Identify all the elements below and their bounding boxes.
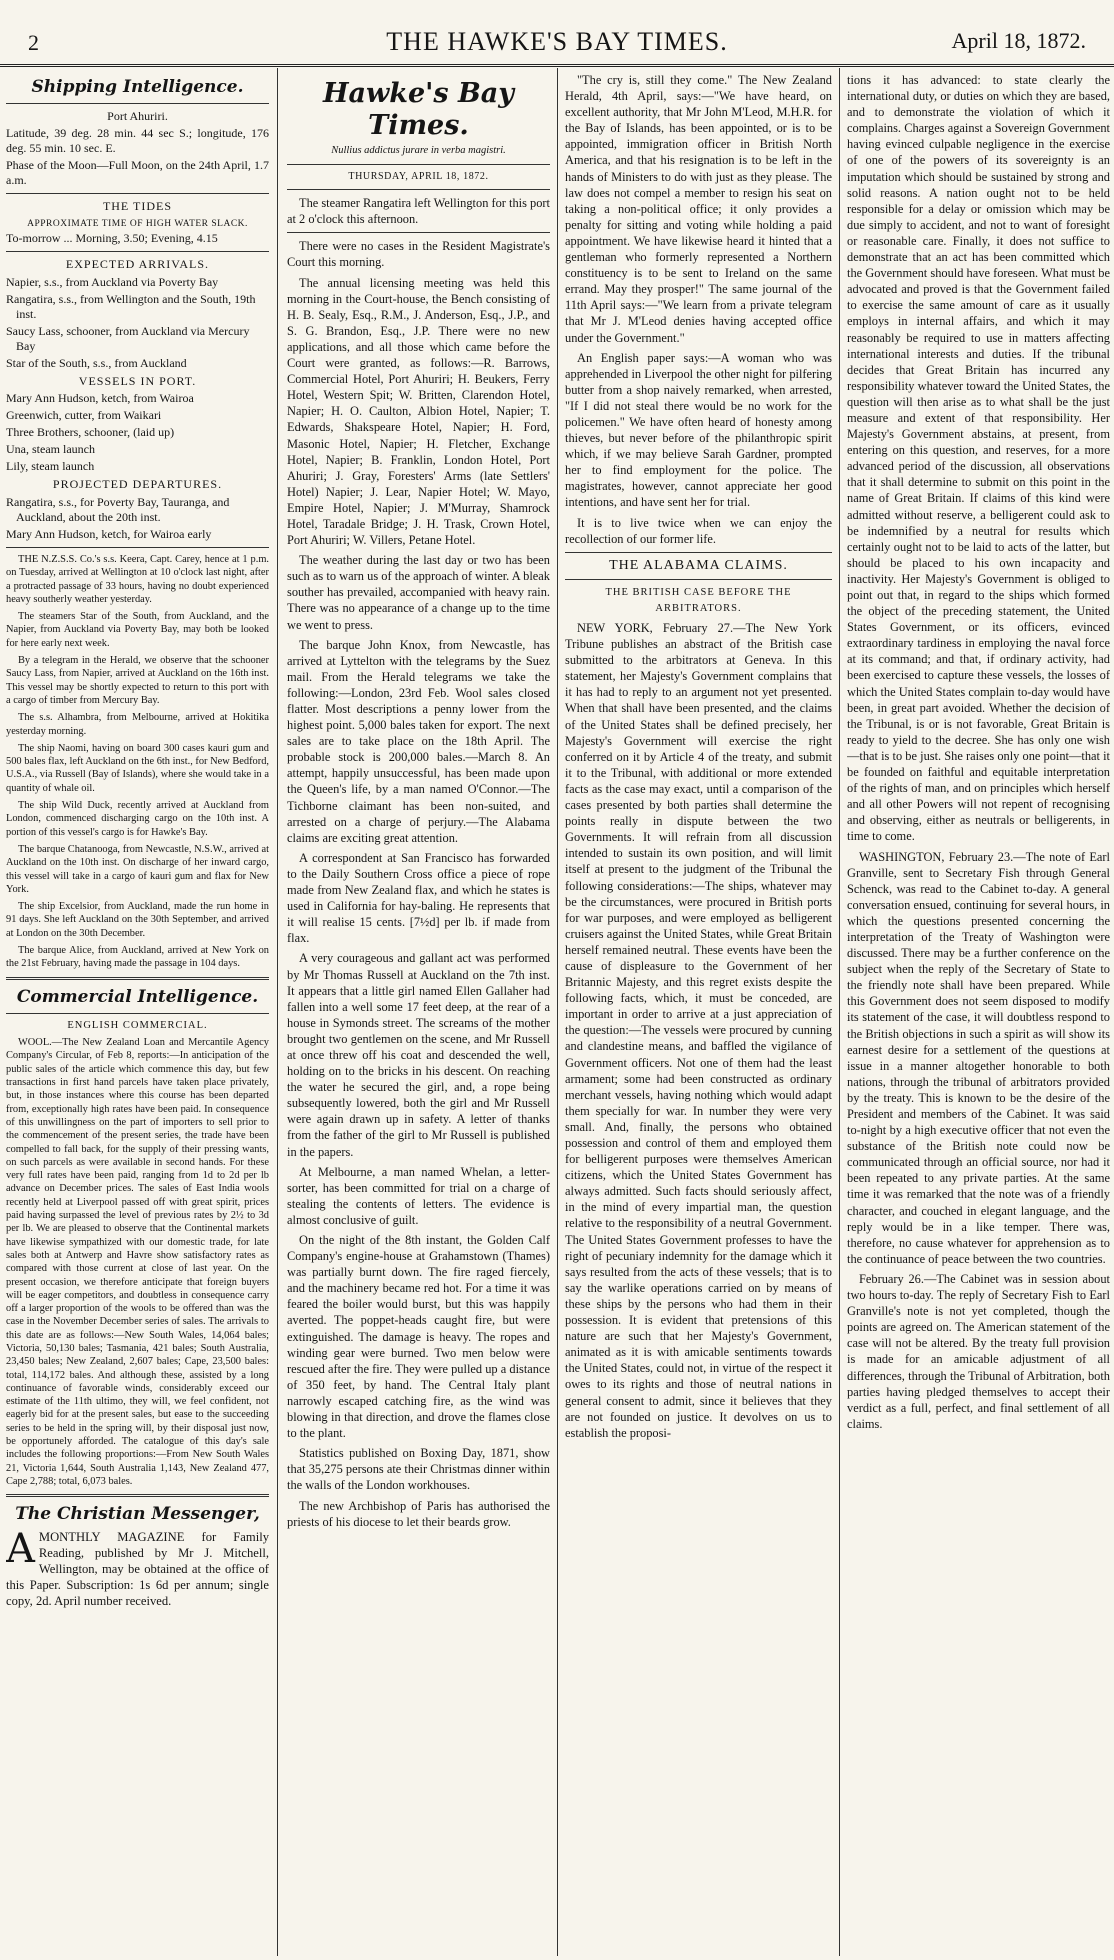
news-paragraph: The ship Wild Duck, recently arrived at Auckland from London, commenced discharging cargo on the 10th inst. A portion of this vessel's cargo is for Hawke's Bay.: [6, 800, 269, 838]
divider: [6, 1494, 269, 1497]
list-item: Una, steam launch: [6, 442, 95, 457]
list-item: Rangatira, s.s., for Poverty Bay, Tauranga, and Auckland, about the 20th inst.: [6, 494, 230, 524]
divider: [6, 547, 269, 548]
news-paragraph: The steamers Star of the South, from Auckland, and the Napier, from Auckland via Poverty Bay, may both be looked for here early next week.: [6, 611, 269, 649]
divider: [287, 164, 550, 165]
editorial-paragraph: A very courageous and gallant act was performed by Mr Thomas Russell at Auckland on the 7th inst. It appears that a little girl named Ellen Gallaher had fallen into a well some 17 feet deep, at the rear of a house in Symonds street. The screams of the mother brought two gentlemen on the scene, and Mr Russell at once threw off his coat and descended the well, holding on to the bricks in his descent. On reaching the water he secured the girl, and, a rope being subsequently lowered, both the girl and Mr Russell were again drawn up in safety. A letter of thanks from the father of the girl to Mr Russell is published in the papers.: [287, 951, 550, 1159]
list-item: Rangatira, s.s., from Wellington and the South, 19th inst.: [6, 291, 256, 321]
editorial-body: [287, 195, 550, 1530]
alabama-heading: THE ALABAMA CLAIMS.: [609, 557, 788, 573]
news-paragraph: By a telegram in the Herald, we observe that the schooner Saucy Lass, from Napier, arrived at Auckland on the 16th inst. This vessel may be shortly expected to return to this port with a cargo of timber from Mercury Bay.: [6, 655, 269, 706]
messenger-body: MONTHLY MAGAZINE for Family Reading, published by Mr J. Mitchell, Wellington, may be obtained at the office of this Paper. Subscription: 1s 6d per annum; single copy, 2d. April number received.: [6, 1530, 269, 1609]
news-paragraph: The ship Naomi, having on board 300 cases kauri gum and 500 bales flax, left Auckland on the 6th inst., for New Bedford, U.S.A., via Russell (Bay of Islands), where she would take in a quantity of whale oil.: [6, 742, 269, 794]
news-paragraph: THE N.Z.S.S. Co.'s s.s. Keera, Capt. Carey, hence at 1 p.m. on Tuesday, arrived at Wellington at 10 o'clock last night, after a protracted passage of 33 hours, having no doubt experienced heavy southerly weather yesterday.: [6, 553, 269, 605]
tides-times: To-morrow ... Morning, 3.50; Evening, 4.15: [6, 231, 218, 246]
alabama-body: NEW YORK, February 27.—The New York Tribune publishes an abstract of the British case submitted to the arbitrators at Geneva. In this statement, her Majesty's Government complains that it has had to reply to an argument not yet presented. When that shall have been presented, and the claims of the United States shall be defined precisely, her Majesty's Government will exercise the right conferred on it by Article 4 of the treaty, and submit it to the Tribunal, with additional or more extended facts as the case may exact, until a comparison of the cases presented by both parties shall determine the points really in dispute between the two Governments. It will refrain from all discussion intended to sustain its own position, and will limit itself at present to the judgment of the Tribunal the following considerations:—The ships, whatever may be the circumstances, were procured in British ports for war purposes, and were employed as belligerent cruisers against the United States, while Great Britain herself remained neutral. These events have been the cause of displeasure to the Government of her Britannic Majesty, and this regret exists despite the following facts, which, it must be conceded, are important in order to arrive at a just appreciation of the question:—The vessels were procured by cunning and clandestine means, and baffled the vigilance of Government officers. Not one of them had the least armament; some had been constructed as ordinary merchant vessels, having nothing which would adapt them specially for war. In number they were very small. And, finally, the persons who obtained possession and control of them and employed them for belligerent purposes were themselves American citizens, which the United States Government has always admitted. Such facts should seriously affect, in the mind of every impartial man, the question relative to the responsibility of a neutral Government. The United States Government professes to have the right of pecuniary indemnity for the damage which it says resulted from the acts of these vessels; that is to say the warlike operations carried on by means of these ships by the persons who had them in their possession. It is evident that pretensions of this nature are such that her Majesty's Government, animated as it is with amicable sentiments towards the United States, could not, in virtue of the respect it owes to its rights and those of neutral nations in general consent to admit, since it believes that they are not founded on justice. It devolves on us to establish the proposi-: [565, 621, 832, 1440]
editorial-paragraph: On the night of the 8th instant, the Golden Calf Company's engine-house at Grahamstown (Thames) was partially burnt down. The fire raged fiercely, and the machinery became red hot. For a time it was feared the boiler would burst, but this was happily averted. The poppet-heads caught fire, but were extinguished. The damage is heavy. The ropes and winding gear were burned. Two men below were rescued after the fire. They were pulled up a distance of 350 feet, by hand. The Central Italy plant narrowly escaped catching fire, as the wind was blowing in that direction, and drove the flames close to the plant.: [287, 1233, 550, 1441]
news-paragraph: An English paper says:—A woman who was apprehended in Liverpool the other night for pilfering butter from a shop naively remarked, when arrested, "If I did not steal there would be no work for the policemen." We have often heard of honesty among thieves, but never before of the philanthropic spirit which, if we may believe Sarah Gardner, prompted her to find employment for the police. The magistrates, however, cannot appreciate her good intentions, and have sent her for trial.: [565, 350, 832, 510]
shipping-news: [6, 553, 269, 971]
latitude-line: Latitude, 39 deg. 28 min. 44 sec S.; longitude, 176 deg. 55 min. 10 sec. E.: [6, 126, 269, 155]
divider: [565, 579, 832, 580]
divider: [6, 193, 269, 194]
list-item: Mary Ann Hudson, ketch, from Wairoa: [6, 391, 194, 406]
editorial-paragraph: At Melbourne, a man named Whelan, a letter-sorter, has been committed for trial on a charge of stealing the contents of letters. The evidence is almost conclusive of guilt.: [287, 1164, 550, 1227]
alabama-subheading: THE BRITISH CASE BEFORE THE ARBITRATORS.: [605, 586, 792, 614]
column-divider: [839, 68, 840, 1956]
editorial-title: Hawke's Bay Times.: [322, 78, 514, 141]
editorial-paragraph: The steamer Rangatira left Wellington for this port at 2 o'clock this afternoon.: [287, 196, 550, 227]
drop-cap: A: [6, 1526, 35, 1573]
news-paragraph: WASHINGTON, February 23.—The note of Earl Granville, sent to Secretary Fish through General Schenck, was read to the Cabinet to-day. A general conversation ensued, continuing for several hours, in which the questions presented concerning the interpretation of the Treaty of Washington were discussed. There may be a further conference on the subject when the reply of the Secretary of State to the friendly note shall have been prepared. While this Government does not seem disposed to modify its statement of the case, it will doubtless respond to the British objections in such a spirit as will show its earnest desire for a settlement of the questions at issue in a manner altogether honorable to both nations, through the tribunal of arbitrators provided by the treaty. This is known to be the desire of the President and members of the Cabinet. It was said to-night by a high executive officer that not even the substance of the British note could now be communicated through an official source, nor had it been repeated to any private parties. At the same time it was remarked that the note was of a friendly character, and couched in elegant language, and the reply would be in a like temper. There was, therefore, no cause whatever for apprehension as to the continuance of peace between the two countries.: [847, 849, 1110, 1266]
vessels-list: [6, 391, 269, 474]
divider: [565, 552, 832, 553]
divider: [6, 103, 269, 104]
port-info: [6, 109, 269, 188]
news-paragraph: The barque Alice, from Auckland, arrived at New York on the 21st February, having made the passage in 104 days.: [6, 944, 269, 970]
column-4-body: [847, 72, 1110, 1432]
commercial-subheading: ENGLISH COMMERCIAL.: [67, 1019, 208, 1031]
commercial-heading: Commercial Intelligence.: [16, 986, 259, 1007]
editorial-paragraph: The barque John Knox, from Newcastle, has arrived at Lyttelton with the telegrams by the Suez mail. From the Herald telegrams we take the following:—London, 23rd Feb. Wool sales closed flatter. Most descriptions a penny lower from the highest point. 5,000 bales taken for export. The next sales are to take place on the 18th April. The probable stock is 200,000 bales.—March 8. An attempt, happily unsuccessful, has been made upon the Queen's life, by a man named O'Connor.—The Tichborne claimant has been non-suited, and arrested on a charge of perjury.—The Alabama claims are exciting great attention.: [287, 637, 550, 845]
news-paragraph: The ship Excelsior, from Auckland, made the run home in 91 days. She left Auckland on the 30th September, and arrived at London on the 30th December.: [6, 901, 269, 939]
list-item: Napier, s.s., from Auckland via Poverty Bay: [6, 274, 219, 289]
column-1: [6, 72, 269, 1957]
editorial-paragraph: A correspondent at San Francisco has forwarded to the Daily Southern Cross office a piece of rope made from New Zealand flax, and which he states is used in California for hay-baling. He represents that it will realise 15 cents. [7½d] per lb. if made from flax.: [287, 850, 550, 946]
commercial-body: WOOL.—The New Zealand Loan and Mercantile Agency Company's Circular, of Feb 8, reports:—In anticipation of the public sales of the article which commence this day, but few transactions in first hand parcels have taken place privately, but, in those instances where this course has been departed from, exceptionally high rates have been paid. In consequence of this unwillingness on the part of importers to sell prior to the commencement of the present series, the trade have been compelled to fall back, for the supply of their pressing wants, on such parcels as were available in second hands. For these very full rates have been paid, ranging from 1d to 2d per lb advance on December prices. The sales of East India wools recently held at Liverpool passed off with great spirit, prices paid having surpassed the level of previous rates by 2½ to 3d per lb. We are pleased to observe that the Continental markets have likewise sympathized with our domestic trade, for late sales both at Antwerp and Havre show satisfactory rates as compared with those current at close of last year. On the present occasion, we therefore anticipate that foreign buyers will be eager competitors, and doubtless in consequence carry off a larger proportion of the wools to be offered than was the case in the November December series of sales. The arrivals to this date are as follows:—New South Wales, 14,064 bales; Victoria, 50,130 bales; Tasmania, 421 bales; South Australia, 23,450 bales; New Zealand, 2,607 bales; Cape, 23,500 bales: total, 114,172 bales. And although these, assisted by a long continuance of favorable winds, considerably exceed our estimate of the 11th ultimo, they will, we feel confident, not eagerly bid for at the present sales, but ease to the succeeding series to be held in the spring will, by their disposal just now, be opportunely afforded. The catalogue of this day's sale includes the following proportions:—From New South Wales 21, Victoria 1,644, South Australia 1,143, New Zealand 477, Cape 2,788; total, 6,073 bales.: [6, 1037, 269, 1487]
list-item: Star of the South, s.s., from Auckland: [6, 355, 187, 370]
column-divider: [277, 68, 278, 1956]
list-item: Lily, steam launch: [6, 459, 95, 474]
editorial-paragraph: There were no cases in the Resident Magistrate's Court this morning.: [287, 239, 550, 270]
issue-date: April 18, 1872.: [951, 28, 1086, 53]
editorial-paragraph: The annual licensing meeting was held this morning in the Court-house, the Bench consisting of H. B. Sealy, Esq., R.M., J. Anderson, Esq., J.P., and S. G. Brandon, Esq., J.P. There were no new applications, and all those which came before the Court were granted, as follows:—R. Barrows, Commercial Hotel, Port Ahuriri; H. Beukers, Ferry Hotel, Western Spit; W. Britten, Clarendon Hotel, Napier; H. O. Caulton, Albion Hotel, Napier; T. Edwards, Shakspeare Hotel, Napier; H. Ford, Masonic Hotel, Napier; H. Fletcher, Exchange Hotel, Napier; B. Franklin, London Hotel, Port Ahuriri; J. Gray, Foresters' Arms (late Settlers' Hotel) Napier; J. Lear, Napier Hotel; W. Mayo, Empire Hotel, Napier; J. M'Murray, Shamrock Hotel, Taradale Bridge; J. H. Trask, Crown Hotel, Port Ahuriri; W. Villers, Petane Hotel.: [287, 275, 550, 548]
editorial-paragraph: The weather during the last day or two has been such as to warn us of the approach of winter. A bleak souther has prevailed, accompanied with heavy rain. There was no appearance of a change up to the time we went to press.: [287, 553, 550, 632]
divider: [6, 1013, 269, 1014]
list-item: Mary Ann Hudson, ketch, for Wairoa early: [6, 526, 212, 541]
expected-list: [6, 275, 269, 371]
editorial-paragraph: The new Archbishop of Paris has authorised the priests of his diocese to let their beards grow.: [287, 1498, 550, 1529]
expected-heading: EXPECTED ARRIVALS.: [65, 257, 210, 272]
divider: [6, 251, 269, 252]
list-item: Greenwich, cutter, from Waikari: [6, 408, 162, 423]
column-2: [287, 72, 550, 1957]
divider: [6, 977, 269, 980]
news-paragraph: The s.s. Alhambra, from Melbourne, arrived at Hokitika yesterday morning.: [6, 712, 269, 737]
divider: [287, 232, 550, 233]
list-item: Three Brothers, schooner, (laid up): [6, 425, 175, 440]
masthead: [0, 0, 1114, 60]
column-3: [565, 72, 832, 1957]
commercial-body-wrap: [6, 1036, 269, 1488]
news-paragraph: tions it has advanced: to state clearly the international duty, or duties on which they are based, and to demonstrate the violation of which it complains. Charges against a Sovereign Government having evinced culpable negligence in the exercise of one of the powers of its sovereignty is an imputation which should be sustained by strong and solid reasons. A nation ought not to be held responsible for a delay or omission which may be due simply to accident, and not to want of foresight or reasonable care. Finally, it does not suffice to demonstrate that an act has been committed which the Government should have foreseen. What must be advocated and proved is that the Government failed to exercise the same amount of care as it usually employs in internal affairs, and which it may reasonably be required to use in matters affecting international interests and duties. If the tribunal decides that Great Britain has incurred any responsibility whatever toward the United States, the question will then arise as to what shall be the just measure and extent of that responsibility. Her Majesty's Government abstains, at present, from entering on this question, and reserves, for a more advanced period of the discussion, all observations that it shall determine to submit on this point in the name of Great Britain. If claims of this kind were admitted without reserve, a belligerent could ask to be indemnified by a neutral for results which certainly ought not to be laid to acts of the latter, but should be placed to his own incapacity and inactivity. Her Majesty's Government is obliged to point out that, in regard to the ships which formed the object of the preceding statement, the United States Government, or its officers, evinced extraordinary tardiness in employing the naval force at its command; and that, if ordinary activity, had been exercised to capture these vessels, the losses of which the United States complain to-day would have been, in great part avoided. Whether the decision of the Tribunal, is or is not favorable, Great Britain is ready to yield to the decree. She has only one wish—that is to be just. She raises only one point—that it be founded on faithful and equitable interpretation of the rights of man, and on principles which herself and all other Powers will not repent of recognising and observing, either as neutrals or belligerents, in time to come.: [847, 73, 1110, 844]
masthead-rule: [0, 64, 1114, 67]
vessels-heading: VESSELS IN PORT.: [78, 373, 197, 388]
tides-heading: THE TIDES: [102, 199, 173, 213]
divider: [287, 189, 550, 190]
messenger-heading: The Christian Messenger,: [15, 1504, 260, 1525]
motto: Nullius addictus jurare in verba magistri.: [331, 145, 506, 156]
departures-heading: PROJECTED DEPARTURES.: [52, 477, 223, 492]
news-paragraph: "The cry is, still they come." The New Zealand Herald, 4th April, says:—"We have heard, on excellent authority, that Mr John M'Leod, M.H.R. for the Bay of Islands, has been appointed, or is to be appointed, immigration officer in British North America, and that his resignation is to be left in the hands of Ministers to do with just as they please. The law does not compel a member to resign his seat on taking a non-political office; it only provides a penalty for sitting and voting while holding a paid appointment. We have likewise heard it hinted that a gentleman who formerly represented a Northern constituency is to be sent to Ireland on the same errand. May they prosper!" The same journal of the 11th April says:—"We learn from a private telegram that Mr J. M'Leod denies having accepted office under the Government.": [565, 73, 832, 345]
tides-subheading: APPROXIMATE TIME OF HIGH WATER SLACK.: [27, 218, 248, 229]
page-number: 2: [28, 30, 39, 55]
news-paragraph: It is to live twice when we can enjoy the recollection of our former life.: [565, 515, 832, 546]
messenger-ad: [6, 1526, 269, 1609]
column-divider: [557, 68, 558, 1956]
newspaper-title: THE HAWKE'S BAY TIMES.: [386, 27, 728, 56]
moon-phase: Phase of the Moon—Full Moon, on the 24th April, 1.7 a.m.: [6, 158, 269, 187]
editorial-paragraph: Statistics published on Boxing Day, 1871, show that 35,275 persons ate their Christmas dinner within the walls of the London workhouses.: [287, 1446, 550, 1493]
news-paragraph: The barque Chatanooga, from Newcastle, N.S.W., arrived at Auckland on the 10th inst. On discharge of her inward cargo, this vessel will take in a cargo of kauri gum and flax for New York.: [6, 843, 269, 895]
port-name: Port Ahuriri.: [107, 109, 168, 123]
column-4: [847, 72, 1110, 1957]
departures-list: [6, 495, 269, 542]
news-paragraph: February 26.—The Cabinet was in session about two hours to-day. The reply of Secretary Fish to Earl Granville's note is not yet completed, though the points are agreed on. The American statement of the case will not be altered. By the treaty full provision is made for an amicable adjustment of all differences, through the Tribunal of Arbitration, both parties having pledged themselves to accept their verdict as a full, perfect, and final settlement of all claims.: [847, 1271, 1110, 1431]
list-item: Saucy Lass, schooner, from Auckland via Mercury Bay: [6, 323, 250, 353]
shipping-heading: Shipping Intelligence.: [31, 77, 244, 97]
editorial-dateline: THURSDAY, APRIL 18, 1872.: [348, 170, 489, 182]
column-3-body: [565, 72, 832, 1441]
